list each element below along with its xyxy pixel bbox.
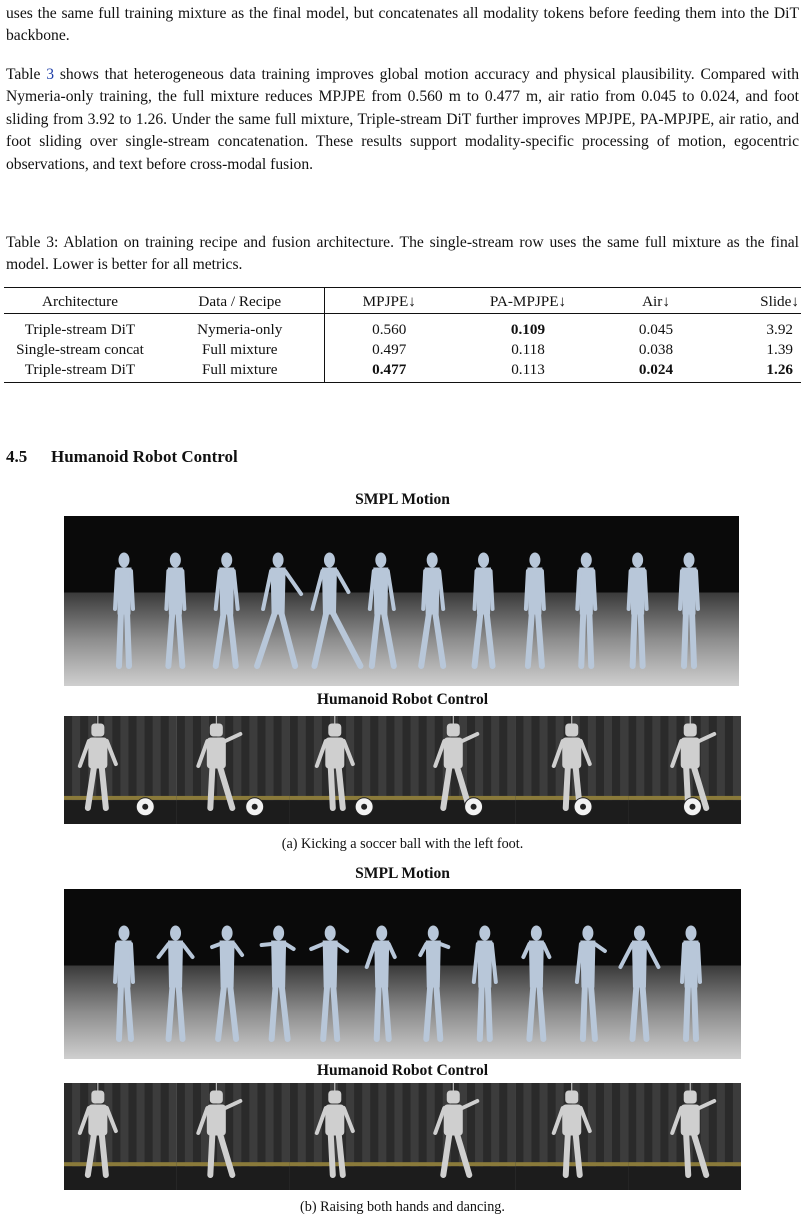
section-number: 4.5 <box>6 447 28 466</box>
header-pa-mpjpe: PA-MPJPE↓ <box>454 288 602 314</box>
robot-frame <box>403 716 516 824</box>
table-caption: Table 3: Ablation on training recipe and fusion architecture. The single-stream row uses the same full mixture as the final model. Lower is better for all metrics. <box>6 234 799 273</box>
table-row <box>4 360 801 383</box>
cell-slide: 3.92 <box>766 321 793 338</box>
table-row <box>4 340 801 360</box>
panel-b-robot-image <box>64 1083 741 1190</box>
cell-pa-mpjpe: 0.118 <box>511 341 545 358</box>
robot-frame <box>290 716 403 824</box>
panel-b-robot-title: Humanoid Robot Control <box>316 1062 489 1079</box>
table-header-row <box>4 288 801 314</box>
robot-frame <box>290 1083 403 1190</box>
cell-air: 0.045 <box>638 321 674 338</box>
header-architecture: Architecture <box>4 288 156 314</box>
table-row <box>4 314 801 341</box>
robot-frame <box>628 716 741 824</box>
robot-frame <box>177 1083 290 1190</box>
paragraph-results-body: shows that heterogeneous data training improves global motion accuracy and physical plausibility. Compared with Nymeria-only training, the full mixture reduces MPJPE from 0.560 m to 0.477 m, air ratio from 0.045 to 0.024, and foot sliding from 3.92 to 1.26. Under the same full mixture, Triple-stream DiT further improves MPJPE, PA-MPJPE, air ratio, and foot sliding over single-stream concatenation. These results support modality-specific processing of motion, egocentric observations, and text before cross-modal fusion. <box>6 66 799 173</box>
cell-slide: 1.39 <box>766 341 793 358</box>
cell-architecture: Triple-stream DiT <box>24 321 136 338</box>
panel-a-robot-title: Humanoid Robot Control <box>316 691 489 708</box>
cell-data-recipe: Nymeria-only <box>156 314 324 341</box>
header-air: Air↓ <box>602 288 710 314</box>
robot-frame <box>177 716 290 824</box>
header-data-recipe: Data / Recipe <box>156 288 324 314</box>
paragraph-results <box>6 64 799 176</box>
cell-data-recipe: Full mixture <box>156 340 324 360</box>
cell-pa-mpjpe: 0.113 <box>454 360 602 383</box>
panel-a-smpl-title: SMPL Motion <box>355 491 450 508</box>
panel-a-caption: (a) Kicking a soccer ball with the left foot. <box>281 836 524 852</box>
panel-b-smpl-image <box>64 889 741 1059</box>
cell-architecture: Single-stream concat <box>16 341 144 358</box>
robot-frame <box>515 1083 628 1190</box>
cell-pa-mpjpe: 0.109 <box>510 321 546 338</box>
header-slide: Slide↓ <box>710 288 801 314</box>
cell-architecture: Triple-stream DiT <box>4 360 156 383</box>
cell-slide: 1.26 <box>710 360 801 383</box>
panel-b-caption: (b) Raising both hands and dancing. <box>300 1199 505 1215</box>
panel-b-smpl-title: SMPL Motion <box>355 865 450 882</box>
ablation-table <box>4 287 801 383</box>
robot-frame <box>64 1083 177 1190</box>
paragraph-results-prefix: Table <box>6 66 47 83</box>
paragraph-intro: uses the same full training mixture as the final model, but concatenates all modality tokens before feeding them into the DiT backbone. <box>6 5 799 45</box>
robot-frame <box>64 716 177 824</box>
cell-mpjpe: 0.560 <box>372 321 407 338</box>
section-title: Humanoid Robot Control <box>51 447 238 466</box>
header-mpjpe: MPJPE↓ <box>324 288 454 314</box>
cell-air: 0.038 <box>638 341 674 358</box>
robot-frame <box>628 1083 741 1190</box>
robot-frame <box>515 716 628 824</box>
cell-air: 0.024 <box>602 360 710 383</box>
cell-mpjpe: 0.497 <box>372 341 407 358</box>
section-heading <box>6 447 238 467</box>
panel-a-robot-image <box>64 716 741 824</box>
table-reference-link[interactable]: 3 <box>46 66 55 83</box>
cell-data-recipe: Full mixture <box>156 360 324 383</box>
panel-a-smpl-image <box>64 516 739 686</box>
cell-mpjpe: 0.477 <box>324 360 454 383</box>
robot-frame <box>403 1083 516 1190</box>
